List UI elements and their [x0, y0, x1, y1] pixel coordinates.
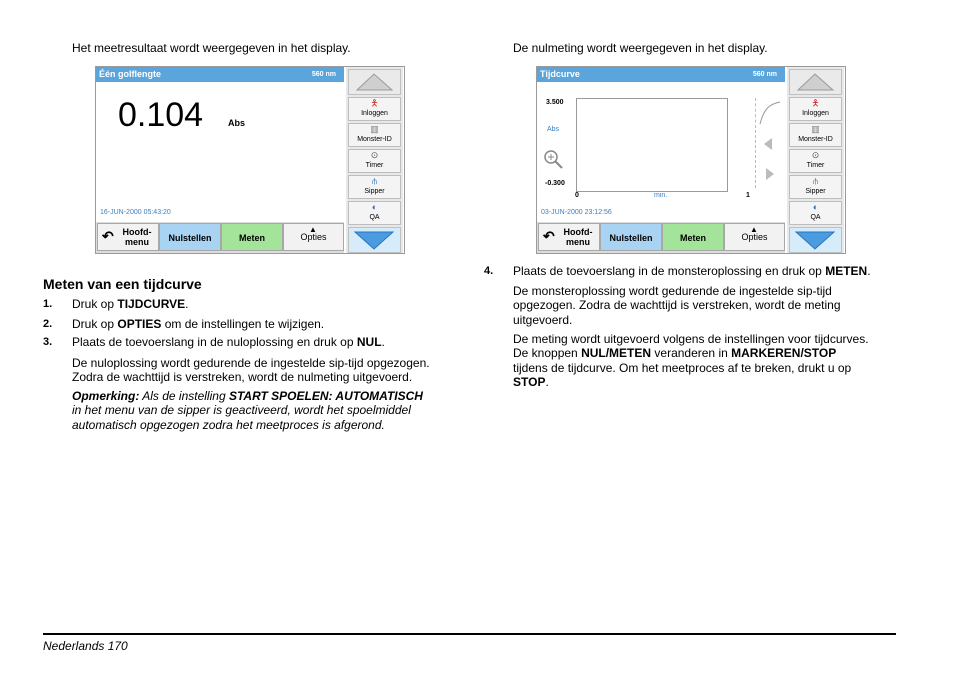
- qa-button[interactable]: ◐ QA: [789, 201, 842, 225]
- zoom-in-icon[interactable]: [542, 148, 566, 172]
- wavelength-readout: 560 nm: [752, 71, 777, 78]
- screen-title: Één golflengte: [99, 69, 162, 79]
- scroll-left-button[interactable]: [755, 130, 784, 158]
- paragraph-line: De monsteroplossing wordt gedurende de ingestelde sip-tijd: [513, 284, 832, 298]
- screen-bottom-bar: [96, 222, 344, 253]
- scroll-down-button[interactable]: [348, 227, 401, 253]
- sipper-icon: ⫛: [371, 176, 378, 186]
- arrow-right-icon: [756, 160, 784, 188]
- paragraph-line: Zodra de wachttijd is verstreken, wordt de nulmeting uitgevoerd.: [72, 370, 413, 384]
- person-icon: 🯅: [370, 98, 379, 108]
- main-menu-button[interactable]: ↶ Hoofd- menu: [538, 223, 600, 251]
- step-number: 1.: [43, 298, 53, 310]
- single-wavelength-screen: [95, 66, 405, 254]
- wavelength-readout: 560 nm: [311, 71, 336, 78]
- screen-title-bar: [96, 67, 344, 82]
- step-number: 4.: [484, 265, 494, 277]
- screen-side-panel: [787, 67, 844, 253]
- sipper-icon: ⫛: [812, 176, 819, 186]
- options-button[interactable]: ▲ Opties: [724, 223, 785, 251]
- arrow-up-icon: [790, 70, 841, 94]
- footer-page-label: Nederlands 170: [43, 639, 128, 653]
- options-button[interactable]: ▲ Opties: [283, 223, 344, 251]
- y-min-label: -0.300: [545, 180, 565, 187]
- right-intro: De nulmeting wordt weergegeven in het display.: [513, 41, 768, 55]
- login-button[interactable]: 🯅 Inloggen: [348, 97, 401, 121]
- curve-view-button[interactable]: [755, 98, 784, 128]
- x-axis-label: min.: [654, 192, 668, 199]
- screen-body: [96, 82, 344, 222]
- scroll-up-button[interactable]: [789, 69, 842, 95]
- arrow-left-icon: [756, 130, 784, 158]
- screen-title: Tijdcurve: [540, 69, 580, 79]
- step-text: Plaats de toevoerslang in de nuloplossing en druk op NUL.: [72, 335, 385, 349]
- vial-icon: ▥: [370, 124, 379, 134]
- screen-datetime: 16-JUN-2000 05:43:20: [100, 209, 171, 216]
- arrow-down-icon: [790, 228, 841, 252]
- screen-title-bar: [537, 67, 785, 82]
- note-line: in het menu van de sipper is geactiveerd, wordt het spoelmiddel: [72, 403, 411, 417]
- arrow-up-icon: [349, 70, 400, 94]
- step-text: Druk op TIJDCURVE.: [72, 297, 189, 311]
- footer-rule: [43, 633, 896, 635]
- qa-globe-icon: ◐: [371, 202, 378, 212]
- screen-side-panel: [346, 67, 403, 253]
- sample-id-button[interactable]: ▥ Monster-ID: [789, 123, 842, 147]
- measure-button[interactable]: Meten: [662, 223, 724, 251]
- measurement-value: 0.104: [118, 96, 204, 134]
- step-text: Plaats de toevoerslang in de monsteroplossing en druk op METEN.: [513, 264, 871, 278]
- screen-datetime: 03-JUN-2000 23:12:56: [541, 209, 612, 216]
- left-intro: Het meetresultaat wordt weergegeven in het display.: [72, 41, 351, 55]
- timer-button[interactable]: ⊙ Timer: [789, 149, 842, 173]
- triangle-up-icon: ▲: [750, 225, 758, 234]
- screen-bottom-bar: [537, 222, 785, 253]
- paragraph-line: uitgevoerd.: [513, 313, 573, 327]
- login-button[interactable]: 🯅 Inloggen: [789, 97, 842, 121]
- qa-button[interactable]: ◐ QA: [348, 201, 401, 225]
- step-number: 2.: [43, 318, 53, 330]
- timer-icon: ⊙: [811, 150, 820, 160]
- back-arrow-icon: ↶: [102, 228, 114, 244]
- note-line: automatisch opgezogen zodra het meetproces is afgerond.: [72, 418, 385, 432]
- x-end-label: 1: [746, 192, 750, 199]
- paragraph-line: De knoppen NUL/METEN veranderen in MARKEREN/STOP: [513, 346, 837, 360]
- paragraph-line: De nuloplossing wordt gedurende de ingestelde sip-tijd opgezogen.: [72, 356, 430, 370]
- x-start-label: 0: [575, 192, 579, 199]
- sample-id-button[interactable]: ▥ Monster-ID: [348, 123, 401, 147]
- sipper-button[interactable]: ⫛ Sipper: [789, 175, 842, 199]
- measurement-unit: Abs: [228, 118, 246, 128]
- plot-area: [576, 98, 728, 192]
- scroll-down-button[interactable]: [789, 227, 842, 253]
- back-arrow-icon: ↶: [543, 228, 555, 244]
- y-max-label: 3.500: [546, 99, 564, 106]
- zero-button[interactable]: Nulstellen: [600, 223, 662, 251]
- timer-button[interactable]: ⊙ Timer: [348, 149, 401, 173]
- paragraph-line: opgezogen. Zodra de wachttijd is verstreken, wordt de meting: [513, 298, 841, 312]
- zero-button[interactable]: Nulstellen: [159, 223, 221, 251]
- time-curve-screen: [536, 66, 846, 254]
- measure-button[interactable]: Meten: [221, 223, 283, 251]
- note-line: Opmerking: Als de instelling START SPOELEN: AUTOMATISCH: [72, 389, 423, 403]
- paragraph-line: De meting wordt uitgevoerd volgens de instellingen voor tijdcurves.: [513, 332, 869, 346]
- person-icon: 🯅: [811, 98, 820, 108]
- triangle-up-icon: ▲: [309, 225, 317, 234]
- screen-body: [537, 82, 785, 222]
- paragraph-line: STOP.: [513, 375, 549, 389]
- vial-icon: ▥: [811, 124, 820, 134]
- main-menu-button[interactable]: ↶ Hoofd- menu: [97, 223, 159, 251]
- step-text: Druk op OPTIES om de instellingen te wijzigen.: [72, 317, 325, 331]
- sipper-button[interactable]: ⫛ Sipper: [348, 175, 401, 199]
- step-number: 3.: [43, 336, 53, 348]
- scroll-right-button[interactable]: [755, 160, 784, 188]
- paragraph-line: tijdens de tijdcurve. Om het meetproces af te breken, drukt u op: [513, 361, 852, 375]
- arrow-down-icon: [349, 228, 400, 252]
- timer-icon: ⊙: [370, 150, 379, 160]
- curve-icon: [756, 98, 784, 128]
- scroll-up-button[interactable]: [348, 69, 401, 95]
- qa-globe-icon: ◐: [812, 202, 819, 212]
- y-axis-label: Abs: [547, 126, 560, 133]
- section-heading: Meten van een tijdcurve: [43, 276, 202, 292]
